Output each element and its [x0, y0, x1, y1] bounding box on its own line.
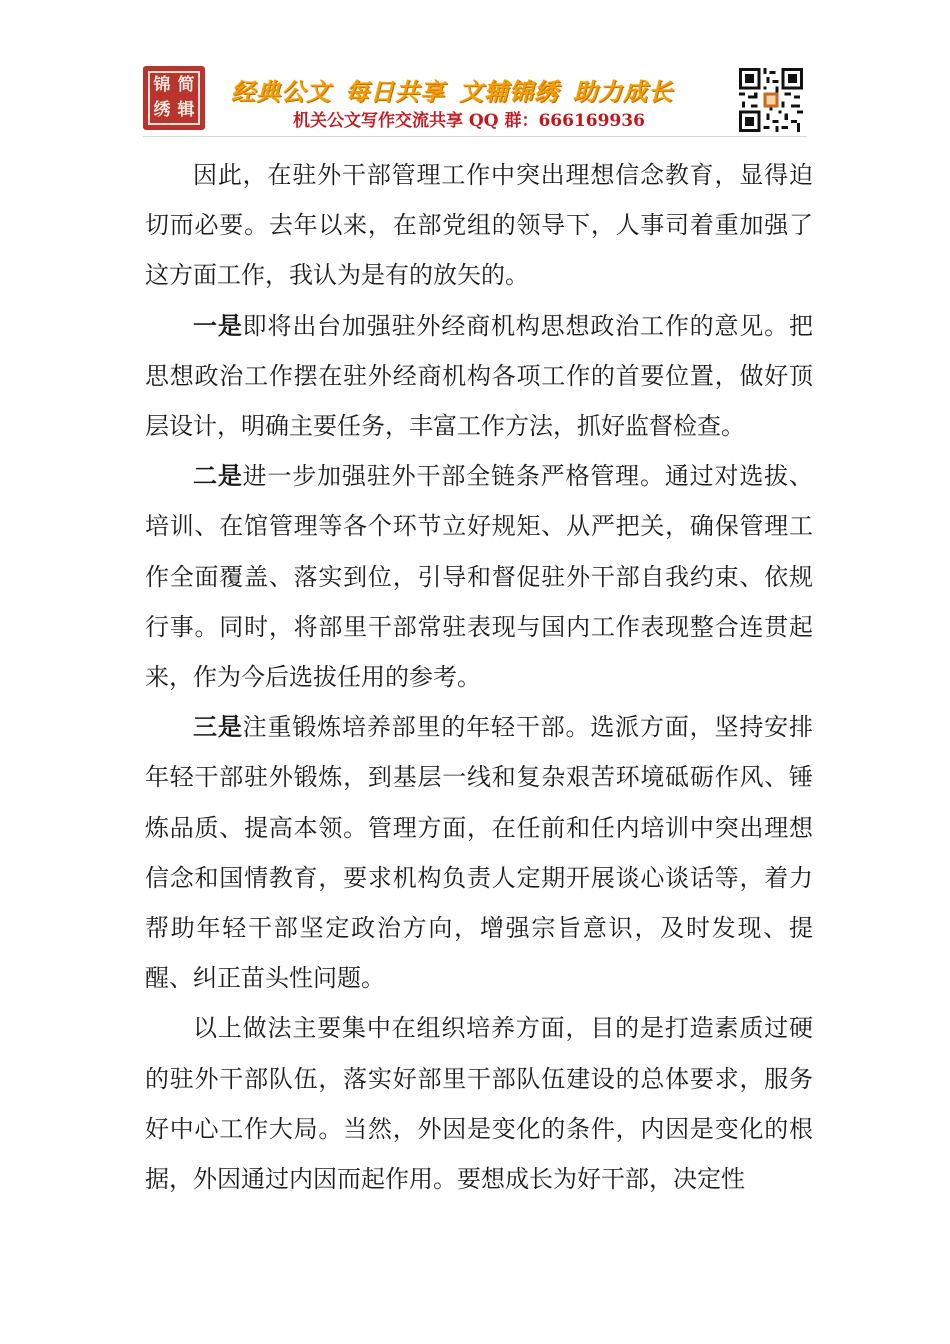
paragraph-lead: 三是	[193, 712, 243, 742]
slogan-3: 文辅锦绣	[459, 78, 559, 106]
paragraph	[145, 150, 813, 301]
slogan-1: 经典公文	[231, 78, 331, 106]
paragraph	[145, 702, 813, 1003]
seal-char: 辑	[177, 100, 195, 120]
seal-char: 简	[177, 75, 195, 95]
slogan-4: 助力成长	[573, 78, 673, 106]
document-body	[145, 150, 813, 1204]
paragraph	[145, 1003, 813, 1204]
header-slogan	[231, 72, 687, 107]
paragraph	[145, 301, 813, 452]
seal-char: 锦	[153, 75, 171, 95]
paragraph	[145, 451, 813, 702]
header-divider	[143, 136, 807, 137]
seal-logo	[143, 66, 205, 130]
paragraph-text: 注重锻炼培养部里的年轻干部。选派方面，坚持安排年轻干部驻外锻炼，到基层一线和复杂艰苦环境砥砺作风、锤炼品质、提高本领。管理方面，在任前和任内培训中突出理想信念和国情教育，要求机构负责人定期开展谈心谈话等，着力帮助年轻干部坚定政治方向，增强宗旨意识，及时发现、提醒、纠正苗头性问题。	[145, 713, 814, 993]
paragraph-text: 以上做法主要集中在组织培养方面，目的是打造素质过硬的驻外干部队伍，落实好部里干部队伍建设的总体要求，服务好中心工作大局。当然，外因是变化的条件，内因是变化的根据，外因通过内因而起作用。要想成长为好干部，决定性	[145, 1014, 813, 1194]
paragraph-lead: 一是	[193, 310, 243, 340]
qr-code-icon	[739, 68, 803, 132]
page-header	[143, 66, 807, 134]
paragraph-text: 进一步加强驻外干部全链条严格管理。通过对选拔、培训、在馆管理等各个环节立好规矩、从严把关，确保管理工作全面覆盖、落实到位，引导和督促驻外干部自我约束、依规行事。同时，将部里干部常驻表现与国内工作表现整合连贯起来，作为今后选拔任用的参考。	[145, 462, 814, 692]
seal-char: 绣	[153, 100, 171, 120]
paragraph-text: 即将出台加强驻外经商机构思想政治工作的意见。把思想政治工作摆在驻外经商机构各项工作的首要位置，做好顶层设计，明确主要任务，丰富工作方法，抓好监督检查。	[145, 311, 814, 441]
qq-group-line: 机关公文写作交流共享 QQ 群：666169936	[293, 111, 645, 131]
paragraph-text: 因此，在驻外干部管理工作中突出理想信念教育，显得迫切而必要。去年以来，在部党组的领导下，人事司着重加强了这方面工作，我认为是有的放矢的。	[145, 161, 813, 290]
slogan-2: 每日共享	[345, 78, 445, 106]
seal-frame	[148, 71, 200, 125]
paragraph-lead: 二是	[193, 461, 243, 491]
